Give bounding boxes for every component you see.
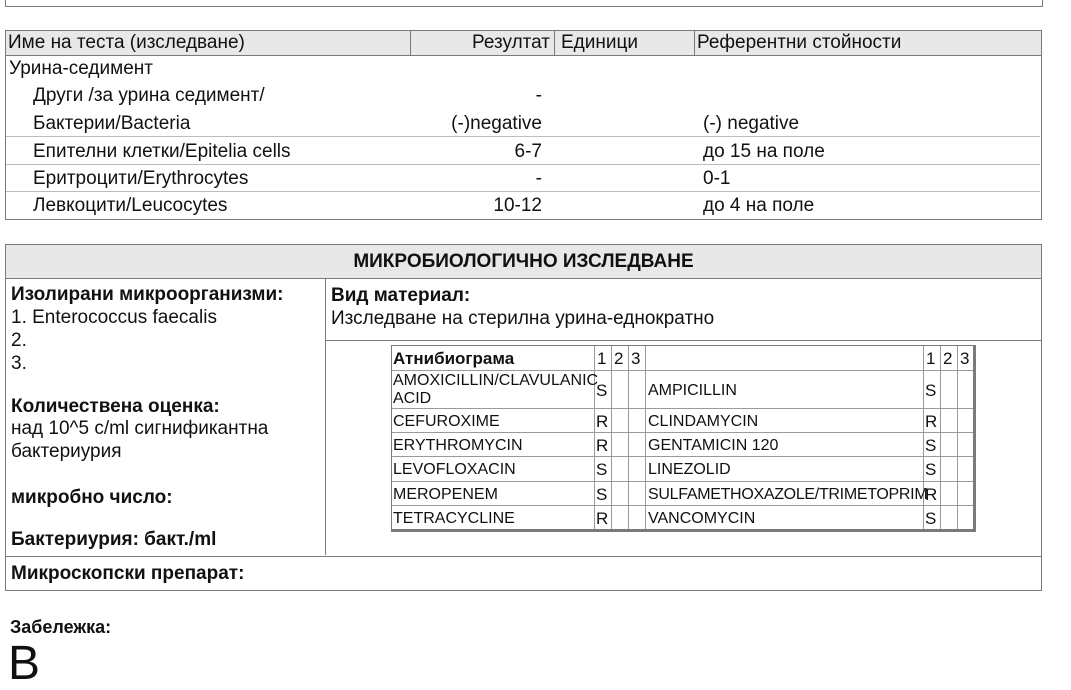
quant-value: бактериурия (11, 441, 122, 462)
cell-divider (940, 346, 941, 529)
previous-table-bottom (5, 0, 1043, 7)
susceptibility-value: R (925, 412, 938, 431)
test-name: Други /за урина седимент/ (33, 85, 265, 106)
header-test-name: Име на теста (изследване) (8, 32, 245, 53)
cut-off-heading: В (8, 637, 41, 690)
col-header: 2 (943, 349, 953, 368)
susceptibility-value: S (596, 381, 608, 400)
row-divider (392, 408, 973, 409)
row-divider (6, 136, 1040, 137)
microscopy-row (6, 556, 1041, 591)
row-divider (392, 456, 973, 457)
row-divider (392, 370, 973, 371)
table-row (6, 82, 1042, 109)
table-row (6, 165, 1042, 192)
col-header: 3 (960, 349, 970, 368)
susceptibility-value: R (596, 412, 609, 431)
microscopy-label: Микроскопски препарат: (11, 563, 245, 584)
test-name: Епителни клетки/Epitelia cells (33, 141, 291, 162)
count-label: микробно число: (11, 487, 173, 508)
results-table (5, 30, 1042, 220)
microbiology-title: МИКРОБИОЛОГИЧНО ИЗСЛЕДВАНЕ (6, 245, 1041, 279)
material-label: Вид материал: (331, 285, 471, 306)
drug-name: AMPICILLIN (648, 382, 737, 399)
header-divider (554, 31, 555, 55)
susceptibility-value: S (925, 381, 937, 400)
drug-name: ERYTHROMYCIN (393, 437, 523, 454)
isolated-label: Изолирани микроорганизми: (11, 284, 284, 305)
test-result: - (535, 168, 542, 189)
header-divider (694, 31, 695, 55)
row-divider (392, 505, 973, 506)
test-name: Бактерии/Bacteria (33, 113, 191, 134)
table-row (6, 110, 1042, 137)
table-row (6, 138, 1042, 165)
drug-name: ACID (393, 390, 432, 407)
test-result: (-)negative (451, 113, 542, 134)
cell-divider (611, 346, 612, 529)
test-result: 6-7 (514, 141, 542, 162)
isolate-item: 1. Enterococcus faecalis (11, 307, 217, 328)
cell-divider (645, 346, 646, 529)
group-row (6, 55, 1042, 81)
drug-name: SULFAMETHOXAZOLE/TRIMETOPRIM (648, 486, 928, 503)
test-reference: 0-1 (703, 168, 731, 189)
cell-divider (628, 346, 629, 529)
test-reference: до 15 на поле (703, 141, 825, 162)
drug-name: GENTAMICIN 120 (648, 437, 779, 454)
table-row (6, 192, 1042, 219)
col-header: 1 (597, 349, 607, 368)
drug-name: VANCOMYCIN (648, 510, 756, 527)
test-name: Левкоцити/Leucocytes (33, 195, 228, 216)
row-divider (392, 481, 973, 482)
drug-name: CEFUROXIME (393, 413, 500, 430)
susceptibility-value: S (925, 460, 937, 479)
susceptibility-value: R (596, 436, 609, 455)
test-reference: (-) negative (703, 113, 800, 134)
drug-name: LEVOFLOXACIN (393, 461, 516, 478)
antibiogram-title: Атнибиограма (393, 349, 515, 368)
drug-name: MEROPENEM (393, 486, 498, 503)
isolate-item: 2. (11, 330, 27, 351)
col-header: 3 (631, 349, 641, 368)
drug-name: LINEZOLID (648, 461, 731, 478)
susceptibility-value: R (596, 509, 609, 528)
isolates-panel (6, 279, 326, 555)
susceptibility-value: S (925, 509, 937, 528)
susceptibility-value: S (925, 436, 937, 455)
test-result: 10-12 (493, 195, 542, 216)
header-result: Резултат (472, 32, 550, 53)
microbiology-section (5, 244, 1042, 591)
antibiogram-table (391, 345, 976, 532)
susceptibility-value: S (596, 460, 608, 479)
quant-label: Количествена оценка: (11, 396, 220, 417)
col-header: 2 (614, 349, 624, 368)
header-units: Единици (561, 32, 638, 53)
results-table-header (6, 31, 1041, 56)
note-label: Забележка: (10, 617, 112, 637)
test-reference: до 4 на поле (703, 195, 815, 216)
cell-divider (957, 346, 958, 529)
material-divider (326, 340, 1042, 341)
group-label: Урина-седимент (9, 58, 153, 79)
bacteriuria-label: Бактериурия: бакт./ml (11, 529, 217, 550)
test-name: Еритроцити/Erythrocytes (33, 168, 249, 189)
material-value: Изследване на стерилна урина-еднократно (331, 308, 715, 329)
quant-value: над 10^5 c/ml сигнификантна (11, 418, 269, 439)
susceptibility-value: R (925, 485, 938, 504)
drug-name: TETRACYCLINE (393, 510, 515, 527)
test-result: - (535, 85, 542, 106)
drug-name: AMOXICILLIN/CLAVULANIC (393, 372, 599, 389)
drug-name: CLINDAMYCIN (648, 413, 759, 430)
isolate-item: 3. (11, 353, 27, 374)
row-divider (392, 432, 973, 433)
susceptibility-value: S (596, 485, 608, 504)
col-header: 1 (926, 349, 936, 368)
header-reference: Референтни стойности (697, 32, 902, 53)
